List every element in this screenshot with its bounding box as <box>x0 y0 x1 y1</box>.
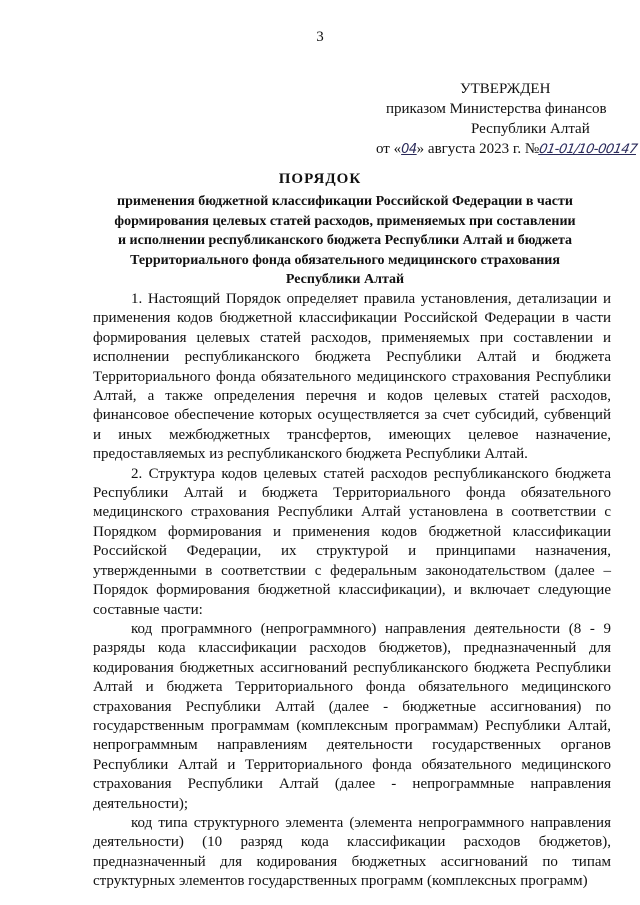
paragraph: код типа структурного элемента (элемента непрограммного направления деятельности) (10 разряд кода классификации расходов бюджетов), предназначенный для кодирования бюджетных ассигнований по типам структурных элементов государственных программ (комплексных программ) <box>93 814 611 890</box>
approval-date-line <box>340 139 639 160</box>
approval-date-day: 04 <box>401 142 417 157</box>
approval-order-number: 01-01/10-00147 <box>537 142 639 157</box>
document-subtitle: применения бюджетной классификации Российской Федерации в части формирования целевых статей расходов, применяемых при составлении и исполнении республиканского бюджета Республики Алтай и бюджета Территориального фонда обязательного медицинского страхования Республики Алтай <box>114 194 576 287</box>
approval-date-suffix: » августа 2023 г. № <box>416 141 540 157</box>
paragraph: 2. Структура кодов целевых статей расходов республиканского бюджета Республики Алтай и бюджета Территориального фонда обязательного медицинского страхования Республики Алтай установлена в соответствии с Порядком формирования и применения кодов бюджетной классификации Российской Федерации, их структурой и принципами назначения, утвержденными в соответствии с федеральным законодательством (далее – Порядок формирования бюджетной классификации), и включает следующие составные части: <box>93 465 611 618</box>
approval-stamp <box>340 79 639 160</box>
document-body <box>93 290 611 892</box>
paragraph: код программного (непрограммного) направления деятельности (8 - 9 разряды кода классификации расходов бюджетов), предназначенный для кодирования бюджетных ассигнований республиканского бюджета Республики Алтай и бюджета Территориального фонда обязательного медицинского страхования Республики Алтай (далее - бюджетные ассигнования) по государственным программам (комплексным программам) Республики Алтай, непрограммным направлениям деятельности государственных органов Республики Алтай и Территориального фонда обязательного медицинского страхования Республики Алтай (далее - непрограммные направления деятельности); <box>93 620 611 812</box>
approval-heading: УТВЕРЖДЕН <box>460 81 551 97</box>
approval-order-line: приказом Министерства финансов <box>386 101 607 117</box>
approval-date-prefix: от « <box>376 141 402 157</box>
approval-republic-line: Республики Алтай <box>471 121 590 137</box>
page-number: 3 <box>316 29 324 45</box>
document-title: ПОРЯДОК <box>278 171 362 187</box>
paragraph: 1. Настоящий Порядок определяет правила установления, детализации и применения кодов бюджетной классификации Российской Федерации в части формирования целевых статей расходов, применяемых при составлении и исполнении республиканского бюджета Республики Алтай и бюджета Территориального фонда обязательного медицинского страхования Республики Алтай, а также определения перечня и кодов целевых статей расходов, финансовое обеспечение которых осуществляется за счет субсидий, субвенций и иных межбюджетных трансфертов, имеющих целевое назначение, предоставляемых из республиканского бюджета Республики Алтай. <box>93 291 611 463</box>
